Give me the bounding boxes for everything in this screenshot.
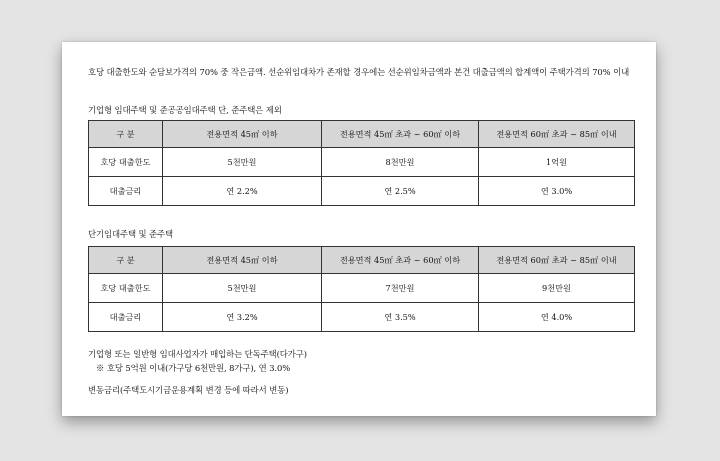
row-label: 호당 대출한도 <box>89 148 163 177</box>
table-row <box>89 303 635 332</box>
table-cell: 1억원 <box>479 148 635 177</box>
table-cell: 8천만원 <box>322 148 479 177</box>
note-line-2: ※ 호당 5억원 이내(가구당 6천만원, 8가구), 연 3.0% <box>96 363 291 373</box>
header-cell: 전용면적 60㎡ 초과 ~ 85㎡ 이내 <box>479 121 635 148</box>
table-row <box>89 274 635 303</box>
table-cell: 5천만원 <box>163 148 322 177</box>
table-row <box>89 177 635 206</box>
row-label: 호당 대출한도 <box>89 274 163 303</box>
loan-table-2 <box>88 246 635 332</box>
section2-title: 단기임대주택 및 준주택 <box>88 229 174 239</box>
document-page <box>62 42 656 416</box>
table-row <box>89 148 635 177</box>
table-cell: 연 2.2% <box>163 177 322 206</box>
row-label: 대출금리 <box>89 177 163 206</box>
table-cell: 5천만원 <box>163 274 322 303</box>
header-cell: 전용면적 45㎡ 이하 <box>163 121 322 148</box>
header-cell: 전용면적 60㎡ 초과 ~ 85㎡ 이내 <box>479 247 635 274</box>
section1-title: 기업형 임대주택 및 준공공임대주택 단, 준주택은 제외 <box>88 105 282 115</box>
table-cell: 연 3.2% <box>163 303 322 332</box>
table-header-row <box>89 247 635 274</box>
table-cell: 7천만원 <box>322 274 479 303</box>
footer-note: 변동금리(주택도시기금운용계획 변경 등에 따라서 변동) <box>88 385 289 395</box>
table-cell: 연 4.0% <box>479 303 635 332</box>
loan-table-1 <box>88 120 635 206</box>
intro-text: 호당 대출한도와 순담보가격의 70% 중 작은금액. 선순위임대차가 존재할 경우에는 선순위임차금액과 본건 대출금액의 합계액이 주택가격의 70% 이내 <box>88 67 630 77</box>
header-cell: 전용면적 45㎡ 초과 ~ 60㎡ 이하 <box>322 247 479 274</box>
table-cell: 연 3.5% <box>322 303 479 332</box>
header-cell: 구 분 <box>89 121 163 148</box>
note-line-1: 기업형 또는 일반형 임대사업자가 매입하는 단독주택(다가구) <box>88 349 307 359</box>
table-cell: 연 3.0% <box>479 177 635 206</box>
header-cell: 전용면적 45㎡ 초과 ~ 60㎡ 이하 <box>322 121 479 148</box>
table-cell: 9천만원 <box>479 274 635 303</box>
header-cell: 구 분 <box>89 247 163 274</box>
table-header-row <box>89 121 635 148</box>
header-cell: 전용면적 45㎡ 이하 <box>163 247 322 274</box>
row-label: 대출금리 <box>89 303 163 332</box>
table-cell: 연 2.5% <box>322 177 479 206</box>
